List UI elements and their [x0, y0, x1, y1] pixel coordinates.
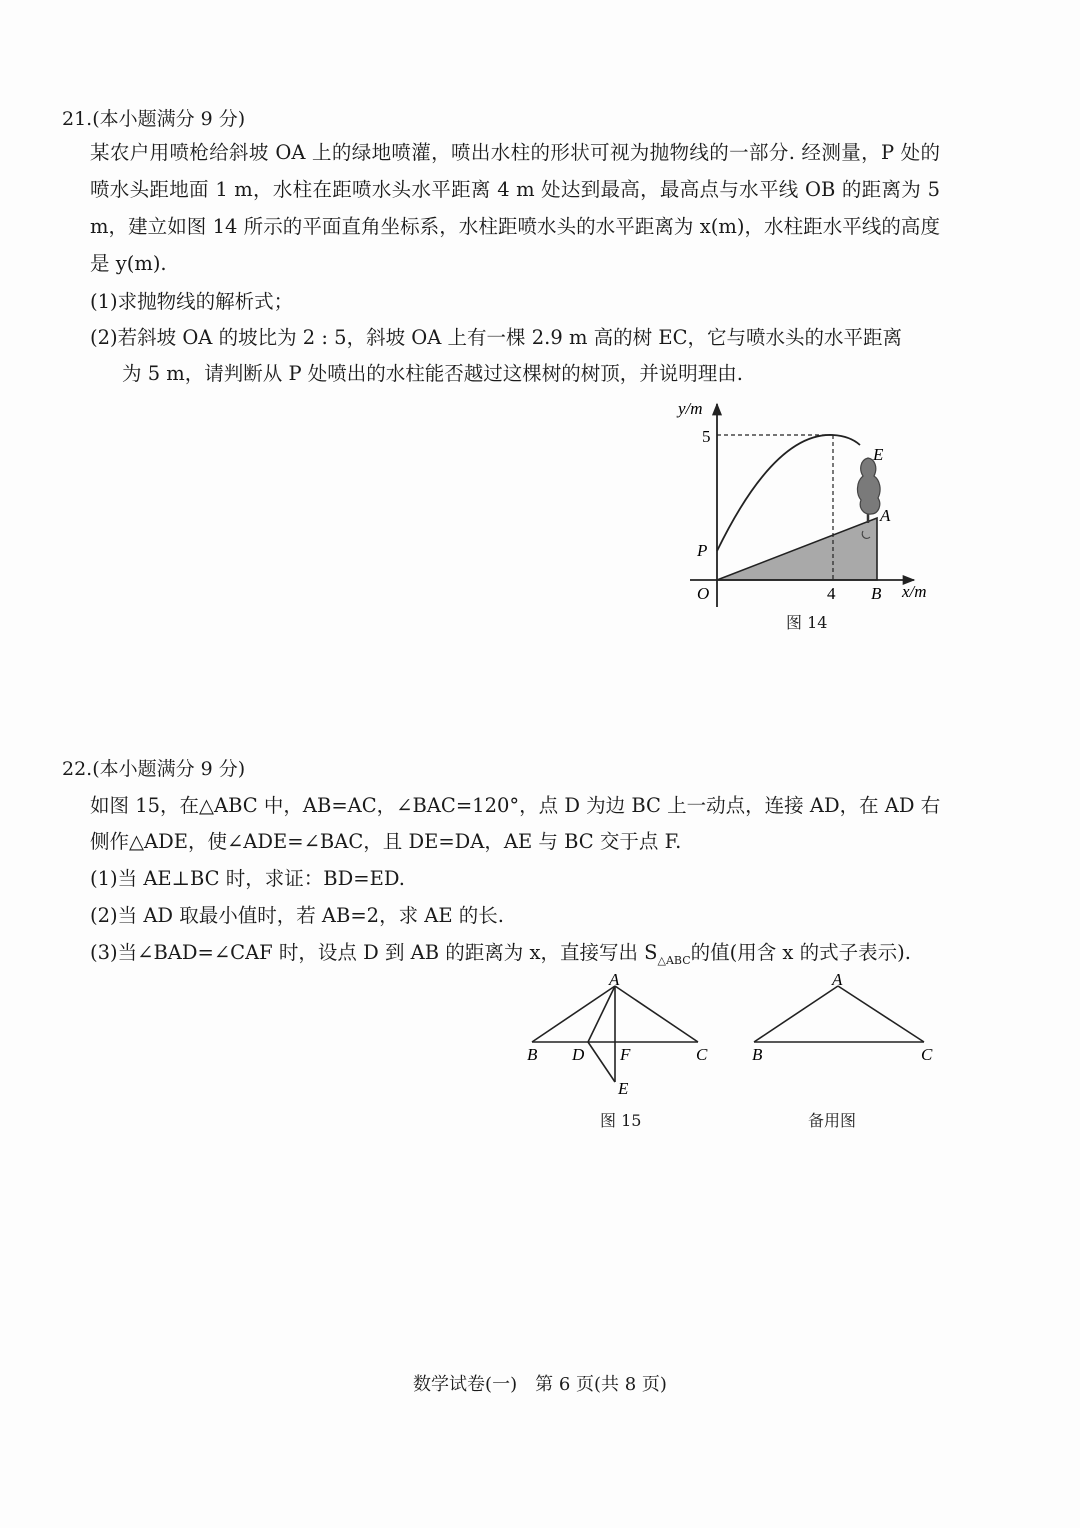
fig15-label-B: B	[527, 1045, 538, 1064]
label-A: A	[880, 506, 891, 525]
q22-part3	[90, 937, 911, 967]
q21-body: 某农户用喷枪给斜坡 OA 上的绿地喷灌，喷出水柱的形状可视为抛物线的一部分. 经测量，P 处的喷水头距地面 1 m，水柱在距喷水头水平距离 4 m 处达到最高，最高点与水平线 OB 的距离为 5 m，建立如图 14 所示的平面直角坐标系，水柱距喷水头的水平距离为 x(m)，水柱距水平线的高度是 y(m).	[90, 141, 940, 275]
q22-line2: 侧作△ADE，使∠ADE=∠BAC，且 DE=DA，AE 与 BC 交于点 F.	[90, 830, 682, 853]
fig15-label-D: D	[572, 1045, 585, 1064]
fig15-label-A: A	[609, 972, 620, 989]
label-O: O	[697, 584, 710, 603]
q22-part3-pre: (3)当∠BAD=∠CAF 时，设点 D 到 AB 的距离为 x，直接写出 S	[90, 941, 658, 964]
q22-line1: 如图 15，在△ABC 中，AB=AC，∠BAC=120°，点 D 为边 BC 上一动点，连接 AD，在 AD 右	[90, 794, 941, 817]
label-P: P	[697, 541, 708, 560]
q21-part1: (1)求抛物线的解析式；	[90, 290, 294, 313]
q21-part2-line2: 为 5 m，请判断从 P 处喷出的水柱能否越过这棵树的树顶，并说明理由.	[122, 362, 744, 385]
tick-y-5: 5	[702, 427, 711, 446]
q21-header: 21.(本小题满分 9 分)	[62, 108, 246, 130]
label-E: E	[873, 445, 884, 464]
q22-part1: (1)当 AE⊥BC 时，求证：BD=ED.	[90, 867, 405, 890]
fig15-label-E: E	[618, 1079, 629, 1098]
tree-icon	[857, 458, 880, 523]
y-axis-label: y/m	[678, 399, 703, 418]
q22-part3-sub: △ABC	[657, 953, 691, 967]
figure-14	[660, 392, 950, 642]
slope-triangle	[717, 518, 877, 580]
figure-14-caption: 图 14	[786, 613, 828, 632]
q22-part2: (2)当 AD 取最小值时，若 AB=2，求 AE 的长.	[90, 904, 505, 927]
label-C: C	[855, 531, 864, 545]
q22-header: 22.(本小题满分 9 分)	[62, 758, 246, 780]
q22-part3-post: 的值(用含 x 的式子表示).	[690, 941, 911, 964]
figure-backup-caption: 备用图	[808, 1111, 857, 1130]
backup-label-C: C	[921, 1045, 933, 1064]
figure-backup	[740, 972, 950, 1072]
q21-part2-line1: (2)若斜坡 OA 的坡比为 2 : 5，斜坡 OA 上有一棵 2.9 m 高的树 EC，它与喷水头的水平距离	[90, 326, 902, 349]
label-B: B	[871, 584, 882, 603]
backup-label-A: A	[832, 972, 843, 989]
page-footer: 数学试卷(一) 第 6 页(共 8 页)	[413, 1374, 667, 1395]
backup-label-B: B	[752, 1045, 763, 1064]
tick-x-4: 4	[827, 584, 836, 603]
x-axis-label: x/m	[902, 582, 927, 601]
figure-15-caption: 图 15	[600, 1111, 642, 1130]
fig15-label-C: C	[696, 1045, 708, 1064]
figure-15	[520, 972, 720, 1102]
fig15-label-F: F	[620, 1045, 631, 1064]
